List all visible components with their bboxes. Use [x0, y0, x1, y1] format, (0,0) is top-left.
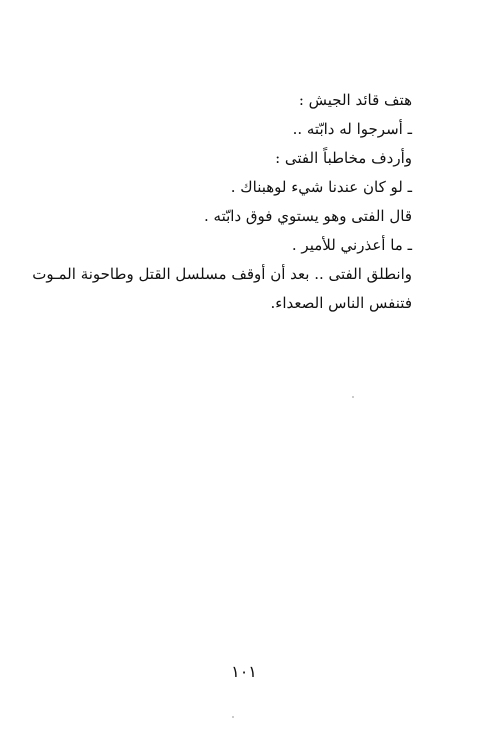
- text-line: ـ لو كان عندنا شيء لوهبناك .: [230, 178, 412, 196]
- text-line: هتف قائد الجيش :: [298, 91, 412, 109]
- text-line: ـ ما أعذرني للأمير .: [291, 236, 412, 254]
- text-line: ـ أسرجوا له دابّته ..: [292, 120, 412, 138]
- page-number: ١٠١: [231, 662, 257, 681]
- text-line: قال الفتى وهو يستوي فوق دابّته .: [204, 207, 412, 225]
- text-line: وانطلق الفتى .. بعد أن أوقف مسلسل القتل وطاحونة المـوت: [32, 265, 412, 283]
- text-line: فتنفس الناس الصعداء.: [270, 294, 412, 312]
- text-line: وأردف مخاطباً الفتى :: [275, 149, 412, 167]
- scan-speck: [232, 716, 234, 718]
- story-text: [32, 86, 412, 318]
- scan-speck: [352, 396, 354, 398]
